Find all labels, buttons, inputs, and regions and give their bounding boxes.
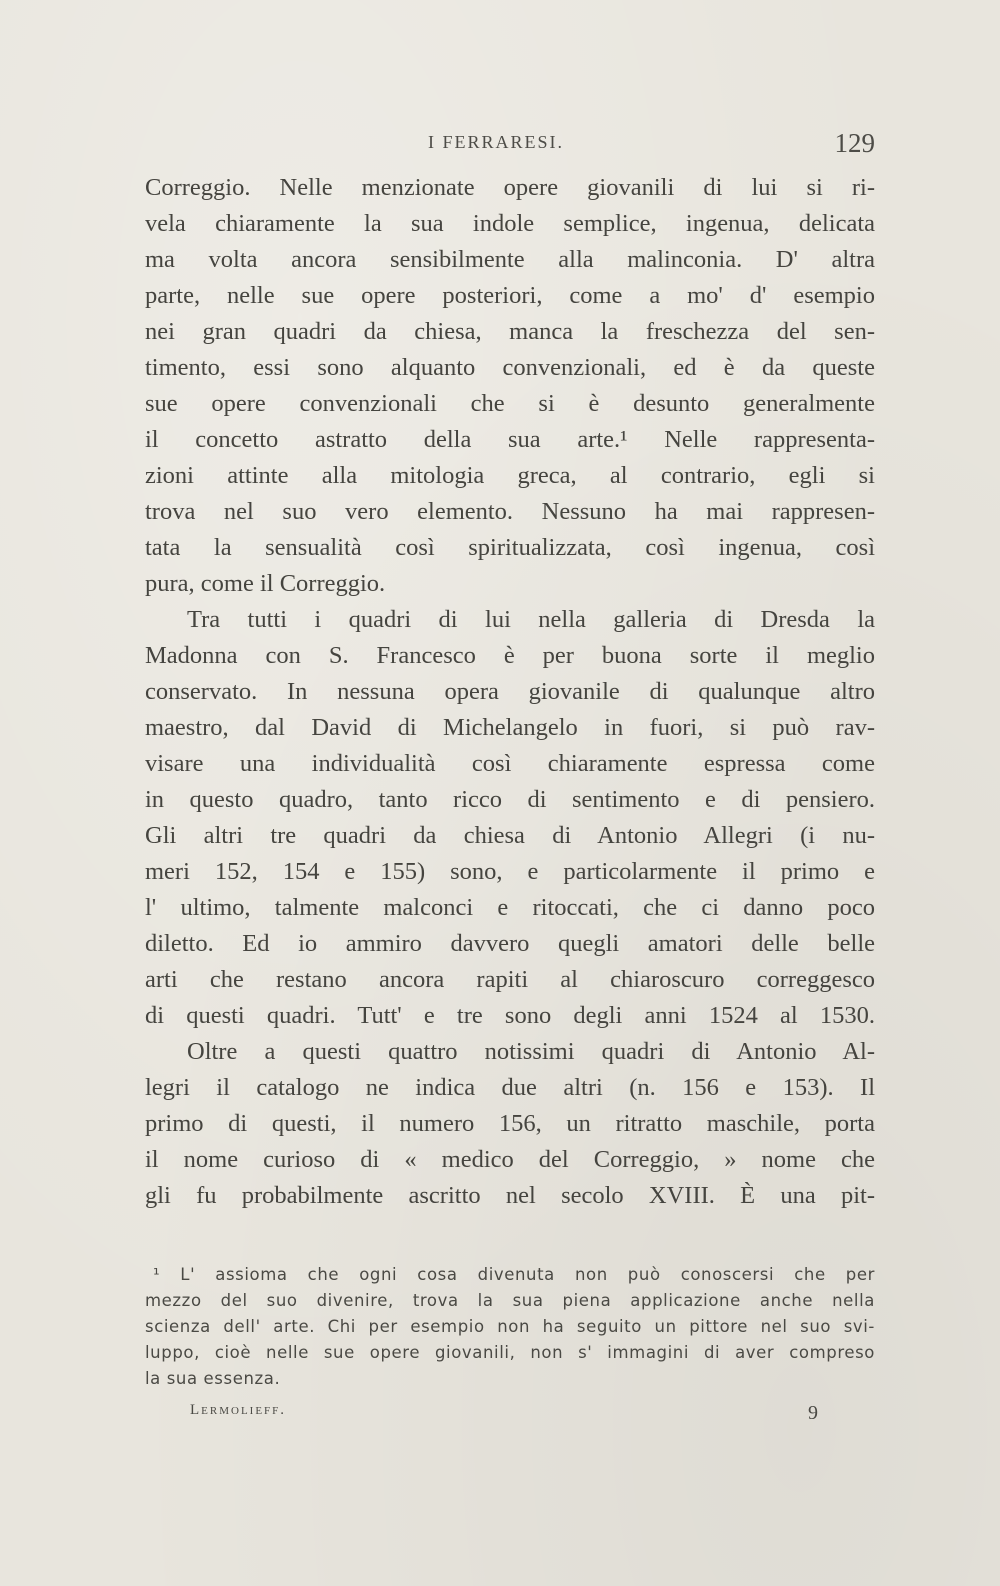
- text-line: meri 152, 154 e 155) sono, e particolarmente il primo e: [145, 858, 875, 885]
- text-line: gli fu probabilmente ascritto nel secolo XVIII. È una pit-: [145, 1182, 875, 1209]
- footnote-line: luppo, cioè nelle sue opere giovanili, non s' immagini di aver compreso: [145, 1343, 875, 1362]
- body-text: [145, 170, 875, 1214]
- footnote-line: la sua essenza.: [145, 1369, 281, 1388]
- text-line: tata la sensualità così spiritualizzata, così ingenua, così: [145, 534, 875, 561]
- sheet-number: 9: [808, 1402, 818, 1424]
- text-line: Oltre a questi quattro notissimi quadri di Antonio Al-: [187, 1038, 875, 1065]
- text-line: maestro, dal David di Michelangelo in fuori, si può rav-: [145, 714, 875, 741]
- text-line: Correggio. Nelle menzionate opere giovanili di lui si ri-: [145, 174, 875, 201]
- text-line: timento, essi sono alquanto convenzionali, ed è da queste: [145, 354, 875, 381]
- text-line: zioni attinte alla mitologia greca, al contrario, egli si: [145, 462, 875, 489]
- running-title: I FERRARESI.: [428, 132, 565, 152]
- footnotes: [145, 1262, 875, 1392]
- footnote-line: ¹ L' assioma che ogni cosa divenuta non può conoscersi che per: [153, 1265, 875, 1284]
- text-line: Madonna con S. Francesco è per buona sorte il meglio: [145, 642, 875, 669]
- text-line: l' ultimo, talmente malconci e ritoccati, che ci danno poco: [145, 894, 875, 921]
- text-line: trova nel suo vero elemento. Nessuno ha mai rappresen-: [145, 498, 875, 525]
- text-line: diletto. Ed io ammiro davvero quegli amatori delle belle: [145, 930, 875, 957]
- printer-signature: Lermolieff.: [190, 1402, 287, 1418]
- text-line: sue opere convenzionali che si è desunto generalmente: [145, 390, 875, 417]
- page-header: [145, 128, 875, 164]
- text-line: Gli altri tre quadri da chiesa di Antonio Allegri (i nu-: [145, 822, 875, 849]
- text-line: di questi quadri. Tutt' e tre sono degli anni 1524 al 1530.: [145, 1002, 875, 1029]
- footnote-line: scienza dell' arte. Chi per esempio non ha seguito un pittore nel suo svi-: [145, 1317, 875, 1336]
- text-line: visare una individualità così chiaramente espressa come: [145, 750, 875, 777]
- text-line: conservato. In nessuna opera giovanile di qualunque altro: [145, 678, 875, 705]
- text-line: arti che restano ancora rapiti al chiaroscuro correggesco: [145, 966, 875, 993]
- text-line: legri il catalogo ne indica due altri (n. 156 e 153). Il: [145, 1074, 875, 1101]
- footnote-line: mezzo del suo divenire, trova la sua piena applicazione anche nella: [145, 1291, 875, 1310]
- text-line: il nome curioso di « medico del Correggio, » nome che: [145, 1146, 875, 1173]
- text-line: ma volta ancora sensibilmente alla malinconia. D' altra: [145, 246, 875, 273]
- page-number: 129: [834, 128, 875, 158]
- text-line: Tra tutti i quadri di lui nella galleria di Dresda la: [187, 606, 875, 633]
- text-line: vela chiaramente la sua indole semplice, ingenua, delicata: [145, 210, 875, 237]
- text-line: il concetto astratto della sua arte.¹ Nelle rappresenta-: [145, 426, 875, 453]
- text-line: parte, nelle sue opere posteriori, come a mo' d' esempio: [145, 282, 875, 309]
- text-line: in questo quadro, tanto ricco di sentimento e di pensiero.: [145, 786, 875, 813]
- text-line: nei gran quadri da chiesa, manca la freschezza del sen-: [145, 318, 875, 345]
- text-line: primo di questi, il numero 156, un ritratto maschile, porta: [145, 1110, 875, 1137]
- text-line: pura, come il Correggio.: [145, 570, 386, 597]
